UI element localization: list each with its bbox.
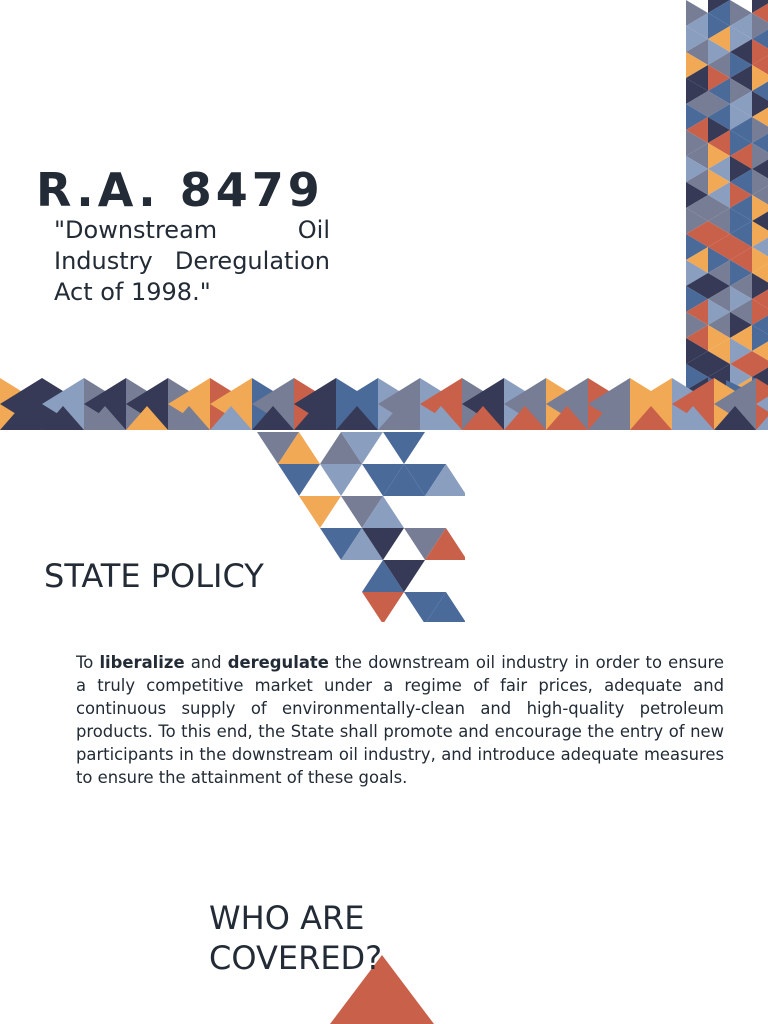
policy-text-part: To bbox=[76, 653, 100, 672]
decorative-triangle bbox=[278, 464, 320, 496]
page-title: R.A. 8479 bbox=[36, 163, 324, 217]
who-are-covered-heading: WHO ARE COVERED? bbox=[209, 899, 383, 977]
triangle-cluster bbox=[255, 432, 465, 622]
decorative-triangle bbox=[320, 464, 362, 496]
state-policy-paragraph bbox=[76, 651, 724, 789]
decorative-triangle bbox=[299, 496, 341, 528]
policy-text-bold: liberalize bbox=[99, 653, 185, 672]
policy-text-bold: deregulate bbox=[227, 653, 329, 672]
triangle-pattern-right bbox=[686, 0, 768, 420]
policy-text-part: and bbox=[184, 653, 228, 672]
decorative-triangle bbox=[383, 432, 425, 464]
triangle-band bbox=[0, 378, 768, 434]
state-policy-heading: STATE POLICY bbox=[44, 557, 264, 595]
decorative-triangle bbox=[362, 592, 404, 622]
policy-text-part: the downstream oil industry in order to ensure a truly competitive market under a regime of fair prices, adequate and continuous supply of environmentally-clean and high-quality petroleum products. To this end, the State shall promote and encourage the entry of new participants in the downstream oil industry, and introduce adequate measures to ensure the attainment of these goals. bbox=[76, 653, 725, 787]
act-subtitle: "Downstream Oil Industry Deregulation Act of 1998." bbox=[54, 216, 330, 306]
